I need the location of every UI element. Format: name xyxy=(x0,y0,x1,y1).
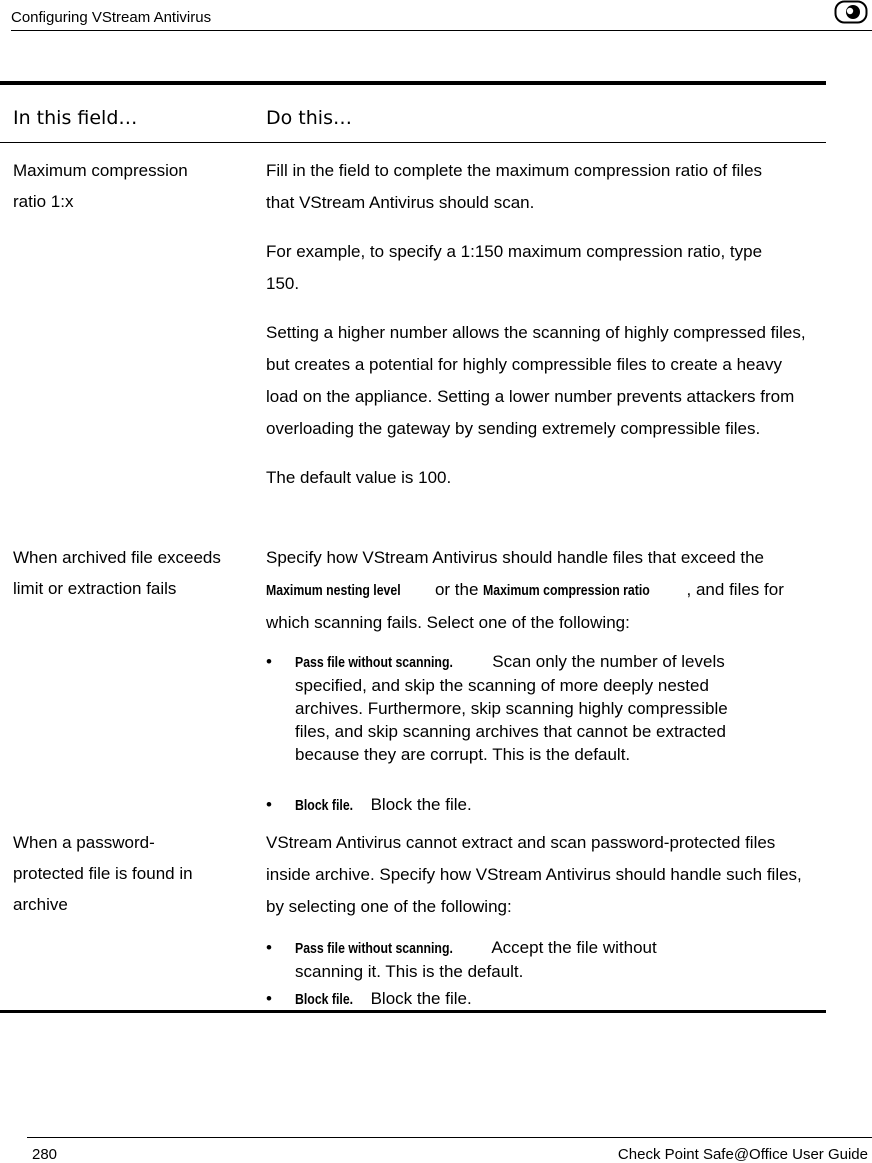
intro-text: Specify how VStream Antivirus should handle files that exceed the xyxy=(266,548,765,567)
option-text: Accept the file without scanning it. This is the default. xyxy=(295,938,657,981)
paragraph: Fill in the field to complete the maximum compression ratio of files that VStream Antivirus should scan. xyxy=(266,161,763,212)
table-bottom-rule xyxy=(0,1010,826,1013)
term-max-nesting-level: Maximum nesting level xyxy=(266,582,401,599)
option-term: Pass file without scanning. xyxy=(295,940,453,957)
row-field-compression-ratio: Maximum compression ratio 1:x xyxy=(13,161,188,211)
page-header-title: Configuring VStream Antivirus xyxy=(11,9,212,26)
paragraph: Setting a higher number allows the scanning of highly compressed files, but creates a potential for highly compressible files to create a heavy load on the appliance. Setting a lower number prevents attackers from overloading the gateway by sending extremely compressible files. xyxy=(266,323,806,438)
bullet-icon: • xyxy=(266,938,272,957)
table-header-rule xyxy=(0,142,826,143)
option-text: Scan only the number of levels specified, and skip the scanning of more deeply nested archives. Furthermore, skip scanning highly compressible files, and skip scanning archives that cannot be extracted because they are corrupt. This is the default. xyxy=(295,652,728,764)
guide-title: Check Point Safe@Office User Guide xyxy=(617,1146,868,1163)
option-term: Block file. xyxy=(295,991,354,1008)
intro-text: , and files for which scanning fails. Select one of the following: xyxy=(266,580,784,632)
column-header-action: Do this… xyxy=(266,107,352,129)
row-desc-password-protected xyxy=(266,827,816,923)
header-rule xyxy=(11,30,872,31)
option-text: Block the file. xyxy=(365,795,472,814)
paragraph: For example, to specify a 1:150 maximum compression ratio, type 150. xyxy=(266,242,763,293)
paragraph: VStream Antivirus cannot extract and scan password-protected files inside archive. Specify how VStream Antivirus should handle such files, by selecting one of the following: xyxy=(266,833,802,916)
column-header-field: In this field… xyxy=(13,107,138,129)
row-field-password-protected: When a password-protected file is found in archive xyxy=(13,833,193,914)
page-number: 280 xyxy=(32,1146,58,1163)
option-block-file xyxy=(266,987,746,1011)
table-top-rule xyxy=(0,81,826,85)
option-pass-file xyxy=(266,650,746,766)
bullet-icon: • xyxy=(266,652,272,671)
option-block-file xyxy=(266,793,746,817)
intro-text: or the xyxy=(430,580,484,599)
option-text: Block the file. xyxy=(365,989,472,1008)
term-max-compression-ratio: Maximum compression ratio xyxy=(483,582,650,599)
option-pass-file xyxy=(266,936,686,983)
row-field-archive-limit: When archived file exceeds limit or extraction fails xyxy=(13,548,221,598)
row-desc-compression-ratio xyxy=(266,155,816,494)
option-term: Pass file without scanning. xyxy=(295,654,453,671)
bullet-icon: • xyxy=(266,795,272,814)
paragraph: The default value is 100. xyxy=(266,468,452,487)
option-term: Block file. xyxy=(295,797,354,814)
checkpoint-logo-icon xyxy=(834,0,868,24)
footer-rule xyxy=(27,1137,872,1138)
row-desc-archive-limit xyxy=(266,542,796,639)
bullet-icon: • xyxy=(266,989,272,1008)
